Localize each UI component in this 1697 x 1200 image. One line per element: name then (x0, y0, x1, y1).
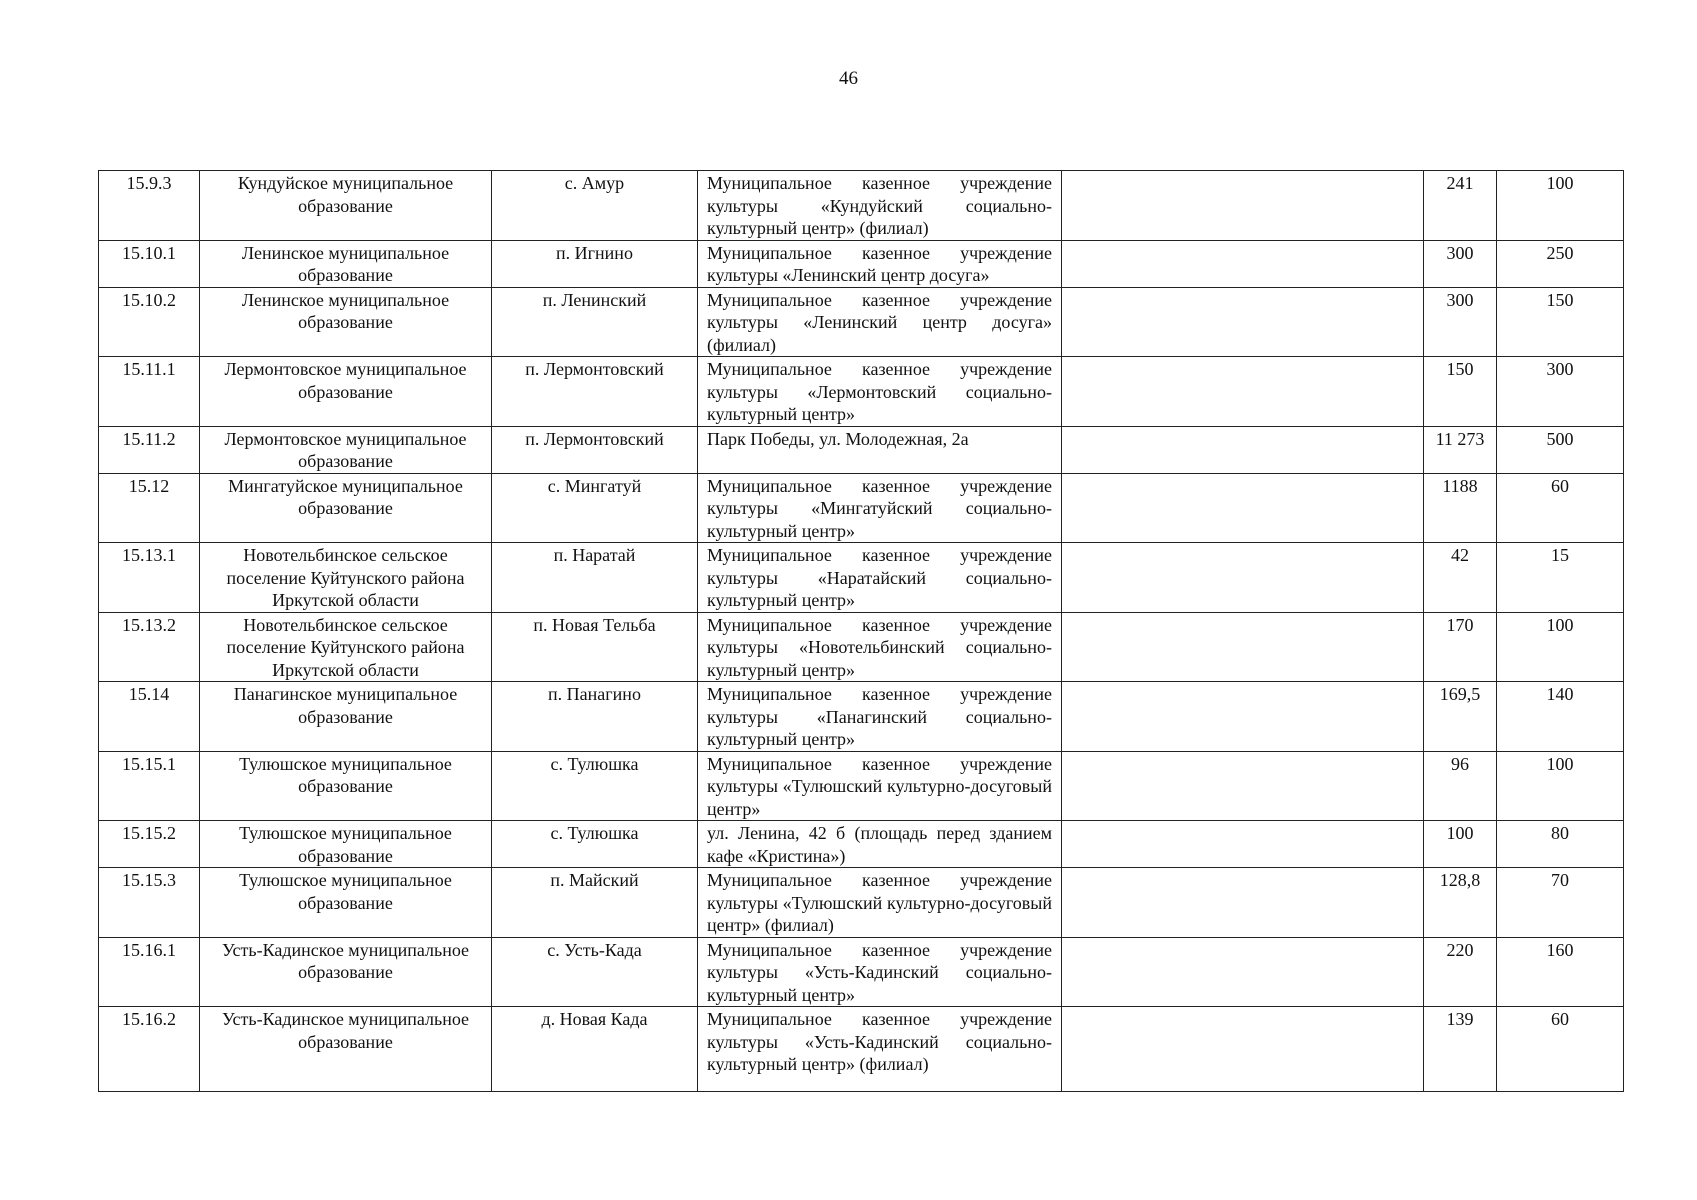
row-number-cell: 15.9.3 (99, 171, 200, 241)
object-cell: Муниципальное казенное учреждение культуры «Усть-Кадинский социально-культурный центр» (филиал) (698, 1007, 1062, 1092)
facilities-table (98, 170, 1624, 1092)
object-cell: Муниципальное казенное учреждение культуры «Наратайский социально-культурный центр» (698, 543, 1062, 613)
table-row (99, 543, 1624, 613)
value2-cell: 100 (1497, 171, 1624, 241)
row-number-cell: 15.11.2 (99, 426, 200, 473)
note-cell (1062, 937, 1424, 1007)
note-cell (1062, 612, 1424, 682)
settlement-cell: п. Новая Тельба (492, 612, 698, 682)
municipality-cell: Лермонтовское муниципальное образование (200, 357, 492, 427)
value1-cell: 42 (1424, 543, 1497, 613)
note-cell (1062, 1007, 1424, 1092)
value1-cell: 96 (1424, 751, 1497, 821)
settlement-cell: с. Мингатуй (492, 473, 698, 543)
note-cell (1062, 287, 1424, 357)
object-cell: Муниципальное казенное учреждение культуры «Тулюшский культурно-досуговый центр» (филиал) (698, 868, 1062, 938)
object-cell: Муниципальное казенное учреждение культуры «Кундуйский социально-культурный центр» (филиал) (698, 171, 1062, 241)
row-number-cell: 15.16.1 (99, 937, 200, 1007)
settlement-cell: с. Тулюшка (492, 751, 698, 821)
table-row (99, 171, 1624, 241)
value1-cell: 220 (1424, 937, 1497, 1007)
value1-cell: 139 (1424, 1007, 1497, 1092)
object-cell: Муниципальное казенное учреждение культуры «Новотельбинский социально-культурный центр» (698, 612, 1062, 682)
municipality-cell: Ленинское муниципальное образование (200, 240, 492, 287)
value2-cell: 300 (1497, 357, 1624, 427)
value1-cell: 11 273 (1424, 426, 1497, 473)
note-cell (1062, 543, 1424, 613)
table-row (99, 426, 1624, 473)
table-row (99, 682, 1624, 752)
value1-cell: 100 (1424, 821, 1497, 868)
value2-cell: 150 (1497, 287, 1624, 357)
row-number-cell: 15.11.1 (99, 357, 200, 427)
page-number: 46 (839, 68, 858, 89)
row-number-cell: 15.16.2 (99, 1007, 200, 1092)
table-row (99, 612, 1624, 682)
note-cell (1062, 868, 1424, 938)
settlement-cell: с. Амур (492, 171, 698, 241)
municipality-cell: Усть-Кадинское муниципальное образование (200, 937, 492, 1007)
object-cell: Муниципальное казенное учреждение культуры «Панагинский социально-культурный центр» (698, 682, 1062, 752)
note-cell (1062, 821, 1424, 868)
settlement-cell: п. Наратай (492, 543, 698, 613)
table-body (99, 171, 1624, 1092)
value1-cell: 170 (1424, 612, 1497, 682)
note-cell (1062, 171, 1424, 241)
value1-cell: 300 (1424, 287, 1497, 357)
table-row (99, 821, 1624, 868)
settlement-cell: п. Майский (492, 868, 698, 938)
table-row (99, 287, 1624, 357)
settlement-cell: п. Ленинский (492, 287, 698, 357)
value1-cell: 128,8 (1424, 868, 1497, 938)
municipality-cell: Кундуйское муниципальное образование (200, 171, 492, 241)
settlement-cell: п. Панагино (492, 682, 698, 752)
object-cell: Парк Победы, ул. Молодежная, 2а (698, 426, 1062, 473)
row-number-cell: 15.12 (99, 473, 200, 543)
note-cell (1062, 751, 1424, 821)
municipality-cell: Тулюшское муниципальное образование (200, 821, 492, 868)
row-number-cell: 15.13.2 (99, 612, 200, 682)
municipality-cell: Новотельбинское сельское поселение Куйтунского района Иркутской области (200, 543, 492, 613)
object-cell: Муниципальное казенное учреждение культуры «Тулюшский культурно-досуговый центр» (698, 751, 1062, 821)
value2-cell: 80 (1497, 821, 1624, 868)
municipality-cell: Ленинское муниципальное образование (200, 287, 492, 357)
object-cell: Муниципальное казенное учреждение культуры «Ленинский центр досуга» (698, 240, 1062, 287)
value2-cell: 100 (1497, 751, 1624, 821)
table-row (99, 868, 1624, 938)
table-row (99, 357, 1624, 427)
object-cell: Муниципальное казенное учреждение культуры «Мингатуйский социально-культурный центр» (698, 473, 1062, 543)
settlement-cell: п. Лермонтовский (492, 357, 698, 427)
note-cell (1062, 682, 1424, 752)
row-number-cell: 15.15.2 (99, 821, 200, 868)
object-cell: Муниципальное казенное учреждение культуры «Лермонтовский социально-культурный центр» (698, 357, 1062, 427)
municipality-cell: Лермонтовское муниципальное образование (200, 426, 492, 473)
value2-cell: 15 (1497, 543, 1624, 613)
note-cell (1062, 426, 1424, 473)
settlement-cell: д. Новая Када (492, 1007, 698, 1092)
value2-cell: 500 (1497, 426, 1624, 473)
object-cell: ул. Ленина, 42 б (площадь перед зданием кафе «Кристина») (698, 821, 1062, 868)
object-cell: Муниципальное казенное учреждение культуры «Ленинский центр досуга» (филиал) (698, 287, 1062, 357)
row-number-cell: 15.15.3 (99, 868, 200, 938)
note-cell (1062, 473, 1424, 543)
row-number-cell: 15.15.1 (99, 751, 200, 821)
object-cell: Муниципальное казенное учреждение культуры «Усть-Кадинский социально-культурный центр» (698, 937, 1062, 1007)
value1-cell: 241 (1424, 171, 1497, 241)
value2-cell: 250 (1497, 240, 1624, 287)
value1-cell: 150 (1424, 357, 1497, 427)
table-row (99, 751, 1624, 821)
table-row (99, 240, 1624, 287)
table-row (99, 473, 1624, 543)
value2-cell: 140 (1497, 682, 1624, 752)
municipality-cell: Мингатуйское муниципальное образование (200, 473, 492, 543)
table-row (99, 937, 1624, 1007)
value1-cell: 1188 (1424, 473, 1497, 543)
municipality-cell: Тулюшское муниципальное образование (200, 868, 492, 938)
municipality-cell: Панагинское муниципальное образование (200, 682, 492, 752)
note-cell (1062, 357, 1424, 427)
row-number-cell: 15.14 (99, 682, 200, 752)
row-number-cell: 15.10.1 (99, 240, 200, 287)
value1-cell: 169,5 (1424, 682, 1497, 752)
value2-cell: 60 (1497, 473, 1624, 543)
row-number-cell: 15.10.2 (99, 287, 200, 357)
settlement-cell: п. Игнино (492, 240, 698, 287)
note-cell (1062, 240, 1424, 287)
value2-cell: 160 (1497, 937, 1624, 1007)
value2-cell: 100 (1497, 612, 1624, 682)
municipality-cell: Усть-Кадинское муниципальное образование (200, 1007, 492, 1092)
value1-cell: 300 (1424, 240, 1497, 287)
value2-cell: 70 (1497, 868, 1624, 938)
value2-cell: 60 (1497, 1007, 1624, 1092)
municipality-cell: Новотельбинское сельское поселение Куйтунского района Иркутской области (200, 612, 492, 682)
settlement-cell: с. Тулюшка (492, 821, 698, 868)
settlement-cell: п. Лермонтовский (492, 426, 698, 473)
table-row (99, 1007, 1624, 1092)
row-number-cell: 15.13.1 (99, 543, 200, 613)
municipality-cell: Тулюшское муниципальное образование (200, 751, 492, 821)
settlement-cell: с. Усть-Када (492, 937, 698, 1007)
